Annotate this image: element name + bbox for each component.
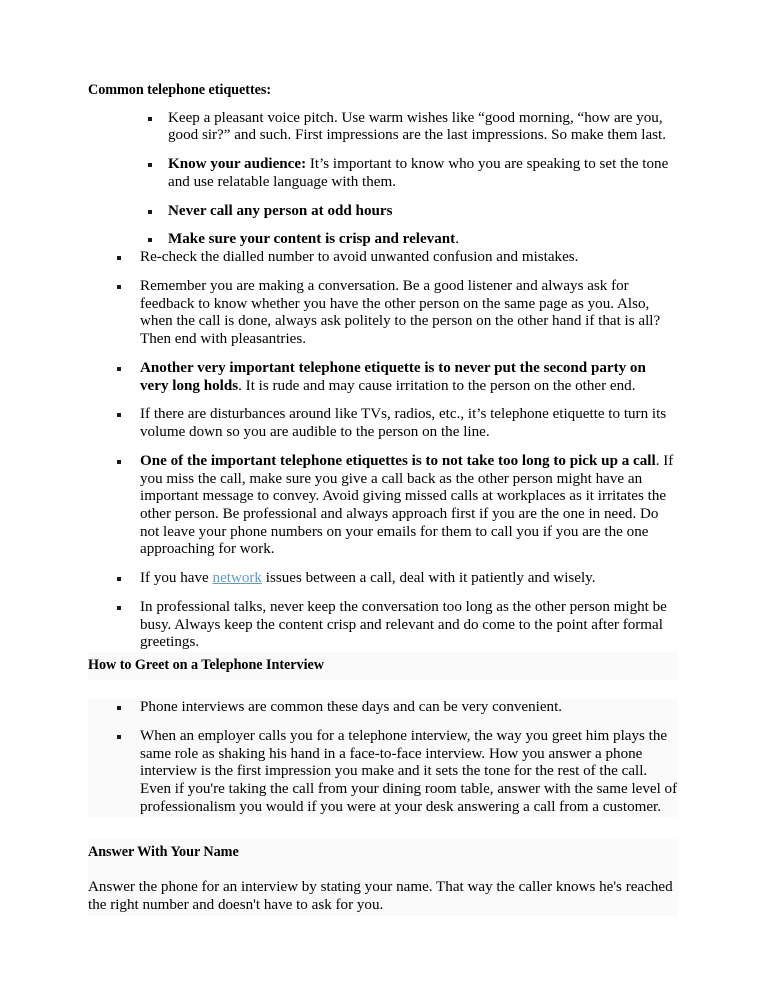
list-item-text: Keep a pleasant voice pitch. Use warm wishes like “good morning, “how are you, good sir?” and such. First impressions are the last impressions. So make them last. [168,109,667,144]
list-item [117,360,678,395]
list-item-text-before-link: If you have [140,570,213,587]
list-item [117,599,678,652]
list-item [148,231,678,249]
list-item-text: If there are disturbances around like TVs, radios, etc., it’s telephone etiquette to turn its volume down so you are audible to the person on the line. [140,406,667,441]
list-item-text: It’s important to know who you are speaking to set the tone and use relatable language with them. [168,156,669,190]
list-item-text: . It is rude and may cause irritation to the person on the other end. [238,377,636,394]
etiquette-list-indented [148,110,678,249]
list-item [148,203,678,221]
list-item-text: When an employer calls you for a telephone interview, the way you greet him plays the same role as shaking his hand in a face-to-face interview. How you answer a phone interview is the first impression you make and it sets the tone for the rest of the call. Even if you're taking the call from your dining room table, answer with the same level of professionalism you would if you were at your desk answering a call from a customer. [140,728,678,815]
list-item-text: Remember you are making a conversation. Be a good listener and always ask for feedback to know whether you have the other person on the same page as you. Also, when the call is done, always ask politely to the person on the other hand if that is all? Then end with pleasantries. [140,277,661,348]
greet-section-body [88,699,678,816]
answer-section-paragraph: Answer the phone for an interview by stating your name. That way the caller knows he's reached the right number and doesn't have to ask for you. [88,878,673,913]
list-item-text: . [455,231,459,248]
list-item [117,249,678,267]
list-item-bold-lead: Never call any person at odd hours [168,202,393,219]
list-item-bold-lead: Make sure your content is crisp and relevant [168,231,456,248]
section-heading-greet: How to Greet on a Telephone Interview [88,657,324,674]
greet-heading-band [88,652,678,680]
etiquette-list-outer [117,249,678,652]
list-item-bold-lead: One of the important telephone etiquettes is to not take too long to pick up a call [140,452,656,469]
spacer [88,817,678,839]
answer-section-block [88,839,678,917]
list-item [117,728,678,817]
list-item-text-after-link: issues between a call, deal with it patiently and wisely. [261,570,596,587]
network-link[interactable]: network [212,570,262,587]
section-heading-answer: Answer With Your Name [88,843,239,860]
spacer [88,865,678,879]
list-item-text: Phone interviews are common these days and can be very convenient. [140,699,563,716]
spacer [88,680,678,699]
list-item-text: In professional talks, never keep the conversation too long as the other person might be busy. Always keep the content crisp and relevant and do come to the point after formal greetings. [140,598,667,651]
document-content [88,82,678,916]
list-item-text: . If you miss the call, make sure you give a call back as the other person might have an important message to convey. Avoid giving missed calls at workplaces as it irritates the other person. Be professional and always approach first if you are the one in need. Do not leave your phone numbers on your emails for them to call you if you are the one approaching for work. [140,452,674,558]
list-item-text: Re-check the dialled number to avoid unwanted confusion and mistakes. [140,249,579,266]
list-item [117,453,678,559]
list-item [148,110,678,145]
list-item [117,699,678,717]
list-item [117,278,678,349]
greet-bullet-list [117,699,678,816]
list-item [117,570,678,588]
list-item [148,156,678,191]
list-item-bold-lead: Know your audience: [168,156,307,173]
list-item-bold-lead: Another very important telephone etiquette is to never put the second party on very long holds [140,359,646,394]
list-item [117,406,678,441]
page-title: Common telephone etiquettes: [88,82,272,98]
